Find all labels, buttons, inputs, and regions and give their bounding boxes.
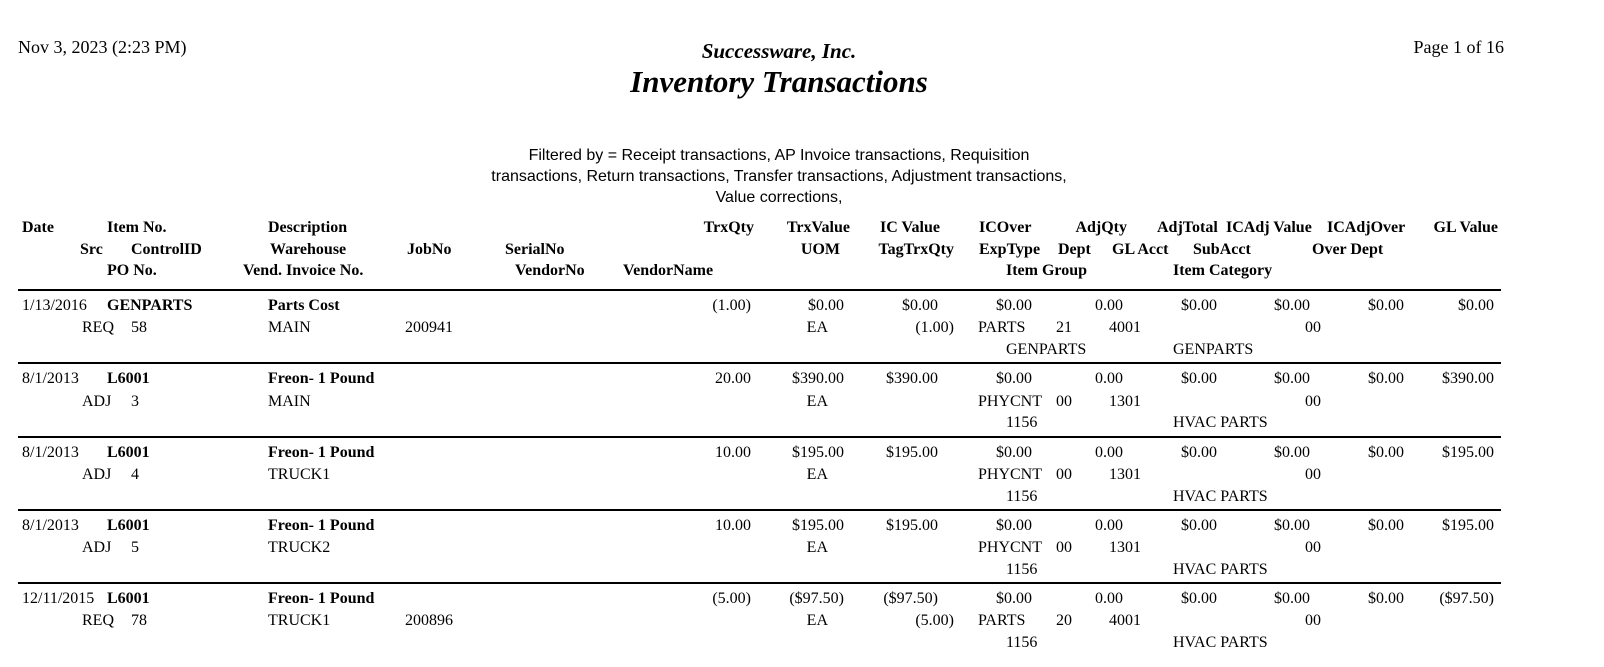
header-adj-total: AdjTotal: [1157, 219, 1218, 236]
cell-item-no: L6001: [107, 370, 150, 387]
cell-icadj-over: $0.00: [1368, 297, 1404, 314]
filter-line: Value corrections,: [715, 189, 843, 206]
cell-src: ADJ: [82, 539, 112, 556]
cell-adj-total: $0.00: [1181, 370, 1217, 387]
cell-gl-value: $195.00: [1442, 444, 1494, 461]
cell-warehouse: TRUCK1: [268, 466, 331, 483]
cell-uom: EA: [806, 466, 828, 483]
cell-warehouse: TRUCK1: [268, 612, 331, 629]
header-vend-invoice-no: Vend. Invoice No.: [243, 262, 364, 279]
cell-gl-acct: 1301: [1109, 539, 1141, 556]
cell-gl-value: $0.00: [1458, 297, 1494, 314]
report-print-date: Nov 3, 2023 (2:23 PM): [18, 37, 187, 57]
cell-tag-trx-qty: (5.00): [915, 612, 954, 629]
header-exp-type: ExpType: [979, 241, 1041, 258]
cell-trx-value: $195.00: [792, 444, 844, 461]
cell-gl-acct: 1301: [1109, 393, 1141, 410]
cell-icadj-over: $0.00: [1368, 370, 1404, 387]
header-trx-qty: TrxQty: [703, 219, 754, 236]
header-po-no: PO No.: [107, 262, 157, 279]
cell-control-id: 4: [131, 466, 139, 483]
cell-over-dept: 00: [1305, 393, 1321, 410]
cell-dept: 00: [1056, 539, 1072, 556]
filter-line: Filtered by = Receipt transactions, AP Invoice transactions, Requisition: [528, 147, 1030, 164]
cell-gl-acct: 4001: [1109, 319, 1141, 336]
header-gl-value: GL Value: [1433, 219, 1498, 236]
cell-ic-value: $195.00: [886, 444, 938, 461]
header-control-id: ControlID: [131, 241, 202, 258]
cell-src: ADJ: [82, 466, 112, 483]
cell-trx-qty: 10.00: [715, 444, 751, 461]
cell-item-no: L6001: [107, 590, 150, 607]
cell-adj-total: $0.00: [1181, 590, 1217, 607]
cell-description: Freon- 1 Pound: [268, 444, 375, 461]
cell-dept: 00: [1056, 466, 1072, 483]
cell-uom: EA: [806, 539, 828, 556]
cell-trx-value: $0.00: [808, 297, 844, 314]
cell-trx-value: $390.00: [792, 370, 844, 387]
header-item-no: Item No.: [107, 219, 167, 236]
cell-adj-qty: 0.00: [1095, 370, 1123, 387]
row-divider: [18, 289, 1501, 291]
cell-trx-qty: 10.00: [715, 517, 751, 534]
cell-gl-acct: 1301: [1109, 466, 1141, 483]
cell-item-category: HVAC PARTS: [1173, 634, 1268, 651]
cell-icadj-value: $0.00: [1274, 297, 1310, 314]
cell-icadj-value: $0.00: [1274, 444, 1310, 461]
cell-warehouse: TRUCK2: [268, 539, 331, 556]
cell-gl-acct: 4001: [1109, 612, 1141, 629]
cell-item-group: GENPARTS: [1006, 341, 1087, 358]
header-gl-acct: GL Acct: [1112, 241, 1169, 258]
header-ic-value: IC Value: [879, 219, 940, 236]
cell-trx-qty: 20.00: [715, 370, 751, 387]
header-src: Src: [80, 241, 103, 258]
cell-item-category: GENPARTS: [1173, 341, 1254, 358]
header-ic-over: ICOver: [979, 219, 1032, 236]
cell-dept: 20: [1056, 612, 1072, 629]
header-trx-value: TrxValue: [786, 219, 850, 236]
header-item-category: Item Category: [1173, 262, 1273, 279]
header-uom: UOM: [800, 241, 840, 258]
cell-exp-type: PHYCNT: [978, 466, 1043, 483]
cell-warehouse: MAIN: [268, 319, 311, 336]
cell-exp-type: PHYCNT: [978, 539, 1043, 556]
header-over-dept: Over Dept: [1312, 241, 1384, 258]
cell-ic-over: $0.00: [996, 444, 1032, 461]
cell-ic-over: $0.00: [996, 370, 1032, 387]
cell-adj-total: $0.00: [1181, 517, 1217, 534]
cell-item-no: GENPARTS: [107, 297, 193, 314]
cell-job-no: 200896: [405, 612, 453, 629]
cell-exp-type: PARTS: [978, 612, 1026, 629]
cell-control-id: 58: [131, 319, 147, 336]
cell-trx-value: ($97.50): [789, 590, 844, 607]
cell-trx-qty: (5.00): [712, 590, 751, 607]
cell-src: REQ: [82, 612, 114, 629]
cell-control-id: 3: [131, 393, 139, 410]
cell-item-category: HVAC PARTS: [1173, 414, 1268, 431]
cell-item-group: 1156: [1006, 488, 1038, 505]
cell-item-group: 1156: [1006, 634, 1038, 651]
cell-dept: 21: [1056, 319, 1072, 336]
cell-description: Freon- 1 Pound: [268, 517, 375, 534]
cell-gl-value: $195.00: [1442, 517, 1494, 534]
row-divider: [18, 362, 1501, 364]
filter-description: [0, 145, 1558, 208]
cell-date: 8/1/2013: [22, 517, 79, 534]
header-sub-acct: SubAcct: [1193, 241, 1251, 258]
cell-trx-value: $195.00: [792, 517, 844, 534]
cell-icadj-over: $0.00: [1368, 444, 1404, 461]
cell-src: REQ: [82, 319, 114, 336]
cell-icadj-over: $0.00: [1368, 517, 1404, 534]
cell-over-dept: 00: [1305, 539, 1321, 556]
header-warehouse: Warehouse: [270, 241, 347, 258]
cell-ic-value: ($97.50): [883, 590, 938, 607]
cell-adj-qty: 0.00: [1095, 590, 1123, 607]
cell-item-group: 1156: [1006, 561, 1038, 578]
cell-tag-trx-qty: (1.00): [915, 319, 954, 336]
cell-warehouse: MAIN: [268, 393, 311, 410]
cell-date: 1/13/2016: [22, 297, 87, 314]
cell-adj-total: $0.00: [1181, 444, 1217, 461]
cell-date: 12/11/2015: [22, 590, 95, 607]
cell-date: 8/1/2013: [22, 444, 79, 461]
header-vendor-name: VendorName: [623, 262, 714, 279]
page-number: Page 1 of 16: [1413, 37, 1504, 57]
cell-ic-over: $0.00: [996, 590, 1032, 607]
cell-gl-value: ($97.50): [1439, 590, 1494, 607]
cell-over-dept: 00: [1305, 612, 1321, 629]
cell-date: 8/1/2013: [22, 370, 79, 387]
cell-item-category: HVAC PARTS: [1173, 488, 1268, 505]
header-description: Description: [268, 219, 348, 236]
cell-src: ADJ: [82, 393, 112, 410]
cell-item-group: 1156: [1006, 414, 1038, 431]
cell-adj-qty: 0.00: [1095, 517, 1123, 534]
cell-control-id: 78: [131, 612, 147, 629]
cell-icadj-value: $0.00: [1274, 517, 1310, 534]
filter-line: transactions, Return transactions, Transfer transactions, Adjustment transactions,: [491, 168, 1067, 185]
cell-dept: 00: [1056, 393, 1072, 410]
cell-over-dept: 00: [1305, 466, 1321, 483]
cell-description: Freon- 1 Pound: [268, 590, 375, 607]
cell-adj-qty: 0.00: [1095, 444, 1123, 461]
header-job-no: JobNo: [407, 241, 452, 258]
cell-ic-over: $0.00: [996, 297, 1032, 314]
cell-ic-value: $0.00: [902, 297, 938, 314]
cell-adj-qty: 0.00: [1095, 297, 1123, 314]
cell-control-id: 5: [131, 539, 139, 556]
header-vendor-no: VendorNo: [515, 262, 585, 279]
cell-uom: EA: [806, 612, 828, 629]
cell-job-no: 200941: [405, 319, 453, 336]
cell-uom: EA: [806, 319, 828, 336]
row-divider: [18, 509, 1501, 511]
company-name: Successware, Inc.: [701, 39, 857, 63]
cell-item-category: HVAC PARTS: [1173, 561, 1268, 578]
cell-ic-value: $195.00: [886, 517, 938, 534]
cell-ic-value: $390.00: [886, 370, 938, 387]
cell-gl-value: $390.00: [1442, 370, 1494, 387]
row-divider: [18, 436, 1501, 438]
cell-item-no: L6001: [107, 517, 150, 534]
header-icadj-value: ICAdj Value: [1226, 219, 1312, 236]
header-dept: Dept: [1058, 241, 1091, 258]
cell-trx-qty: (1.00): [712, 297, 751, 314]
cell-uom: EA: [806, 393, 828, 410]
cell-over-dept: 00: [1305, 319, 1321, 336]
header-serial-no: SerialNo: [505, 241, 565, 258]
cell-item-no: L6001: [107, 444, 150, 461]
cell-exp-type: PARTS: [978, 319, 1026, 336]
header-item-group: Item Group: [1006, 262, 1088, 279]
cell-adj-total: $0.00: [1181, 297, 1217, 314]
header-adj-qty: AdjQty: [1075, 219, 1127, 236]
cell-icadj-value: $0.00: [1274, 590, 1310, 607]
cell-description: Parts Cost: [268, 297, 340, 314]
cell-description: Freon- 1 Pound: [268, 370, 375, 387]
cell-icadj-over: $0.00: [1368, 590, 1404, 607]
cell-exp-type: PHYCNT: [978, 393, 1043, 410]
header-tag-trx-qty: TagTrxQty: [878, 241, 954, 258]
header-icadj-over: ICAdjOver: [1327, 219, 1406, 236]
report-title: Inventory Transactions: [630, 64, 928, 99]
header-date: Date: [22, 219, 54, 236]
cell-ic-over: $0.00: [996, 517, 1032, 534]
row-divider: [18, 582, 1501, 584]
cell-icadj-value: $0.00: [1274, 370, 1310, 387]
